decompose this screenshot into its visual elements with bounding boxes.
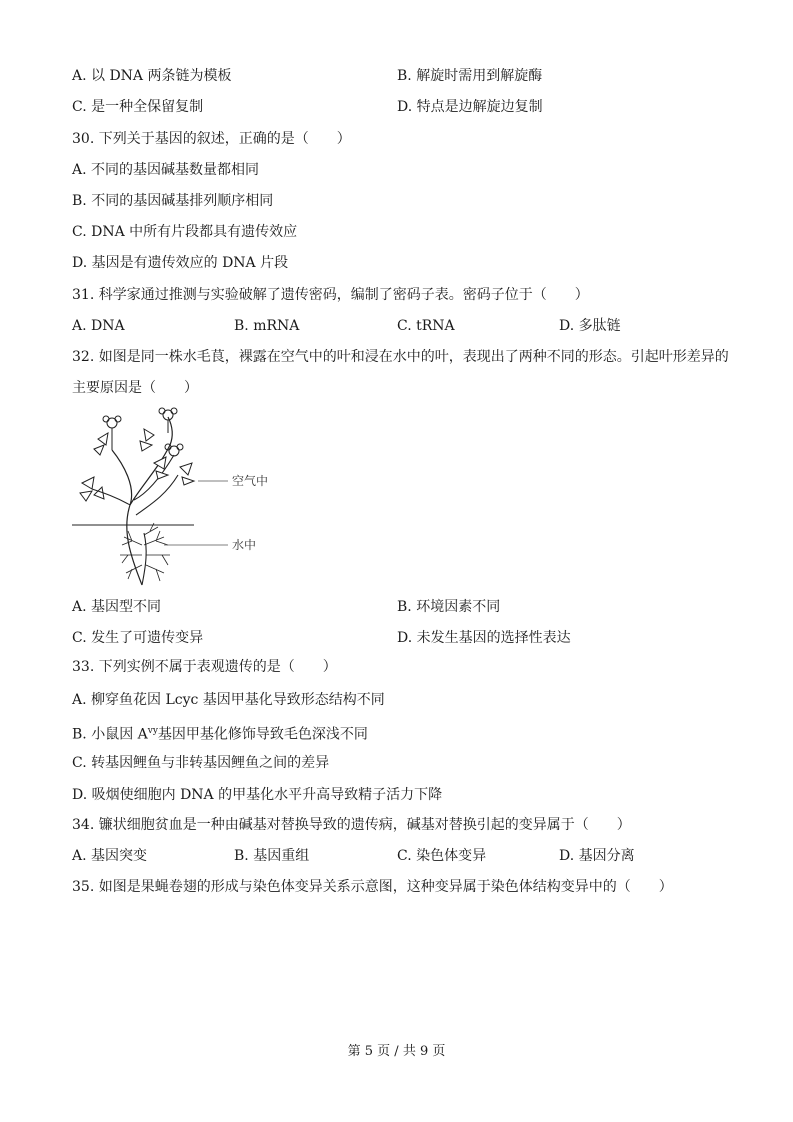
- q31-option-c: C. tRNA: [397, 318, 455, 334]
- q30-stem: 30. 下列关于基因的叙述，正确的是（ ）: [72, 131, 351, 147]
- figure-label-air: 空气中: [232, 474, 269, 488]
- q33-stem: 33. 下列实例不属于表观遗传的是（ ）: [72, 659, 337, 675]
- water-buttercup-figure: [70, 405, 290, 590]
- q31-stem: 31. 科学家通过推测与实验破解了遗传密码，编制了密码子表。密码子位于（ ）: [72, 287, 589, 303]
- q29-option-d: D. 特点是边解旋边复制: [397, 99, 543, 115]
- q32-stem-line2: 主要原因是（ ）: [72, 380, 198, 396]
- q32-option-b: B. 环境因素不同: [397, 599, 501, 615]
- q29-option-b: B. 解旋时需用到解旋酶: [397, 68, 543, 84]
- q30-option-a: A. 不同的基因碱基数量都相同: [72, 162, 260, 178]
- q32-option-c: C. 发生了可遗传变异: [72, 630, 204, 646]
- q30-option-b: B. 不同的基因碱基排列顺序相同: [72, 193, 274, 209]
- page-number-footer: 第 5 页 / 共 9 页: [347, 1044, 446, 1059]
- q33-option-c: C. 转基因鲤鱼与非转基因鲤鱼之间的差异: [72, 755, 330, 771]
- q35-stem: 35. 如图是果蝇卷翅的形成与染色体变异关系示意图，这种变异属于染色体结构变异中的（ ）: [72, 879, 673, 895]
- figure-label-water: 水中: [232, 538, 257, 552]
- q33-option-b: B. 小鼠因 $A^{vy}$基因甲基化修饰导致毛色深浅不同: [72, 726, 368, 743]
- q33-option-d: D. 吸烟使细胞内 DNA 的甲基化水平升高导致精子活力下降: [72, 787, 443, 803]
- q34-option-d: D. 基因分离: [559, 848, 635, 864]
- q34-stem: 34. 镰状细胞贫血是一种由碱基对替换导致的遗传病，碱基对替换引起的变异属于（ ）: [72, 817, 631, 833]
- q31-option-a: A. DNA: [72, 318, 125, 334]
- q34-option-a: A. 基因突变: [72, 848, 148, 864]
- q34-option-b: B. 基因重组: [234, 848, 310, 864]
- q33-option-a: A. 柳穿鱼花因 Lcyc 基因甲基化导致形态结构不同: [72, 692, 385, 708]
- q30-option-c: C. DNA 中所有片段都具有遗传效应: [72, 224, 298, 240]
- q29-option-c: C. 是一种全保留复制: [72, 99, 204, 115]
- q34-option-c: C. 染色体变异: [397, 848, 487, 864]
- q32-stem-line1: 32. 如图是同一株水毛茛，裸露在空气中的叶和浸在水中的叶，表现出了两种不同的形态。引起叶形差异的: [72, 349, 729, 365]
- q30-option-d: D. 基因是有遗传效应的 DNA 片段: [72, 255, 289, 271]
- q32-option-a: A. 基因型不同: [72, 599, 162, 615]
- q31-option-d: D. 多肽链: [559, 318, 621, 334]
- q32-option-d: D. 未发生基因的选择性表达: [397, 630, 571, 646]
- q31-option-b: B. mRNA: [234, 318, 300, 334]
- q29-option-a: A. 以 DNA 两条链为模板: [72, 68, 232, 84]
